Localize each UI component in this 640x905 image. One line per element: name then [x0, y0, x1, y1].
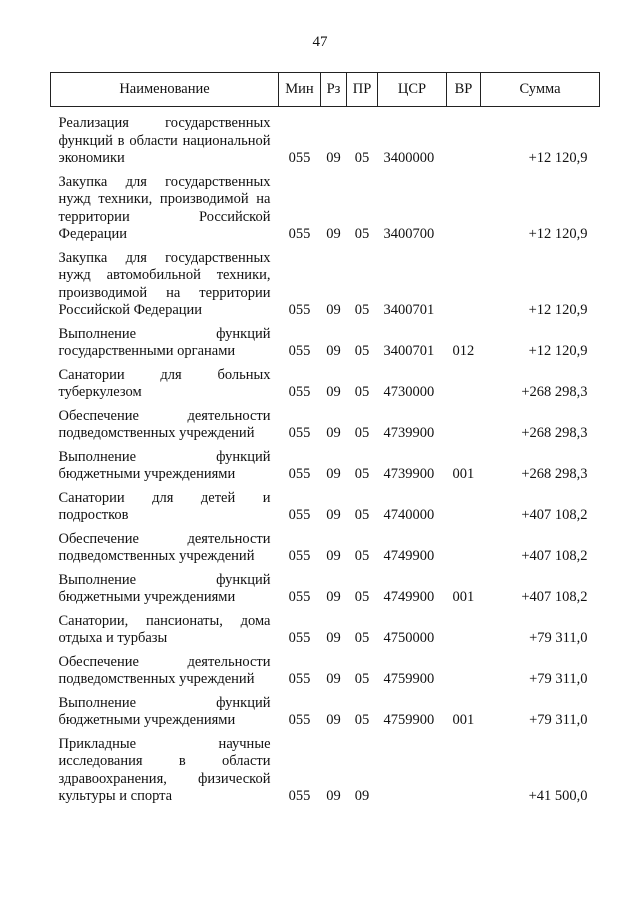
table-row — [51, 531, 600, 572]
cell-min: 055 — [288, 302, 311, 318]
row-name-text: Прикладные научные исследования в области здравоохранения, физической культуры и спорта — [58, 735, 271, 804]
row-name-text: Обеспечение деятельности подведомственных учреждений — [58, 653, 271, 687]
cell-pr: 05 — [354, 150, 370, 166]
cell-min: 055 — [288, 507, 311, 523]
cell-name — [51, 572, 279, 613]
header-min: Мин — [279, 73, 321, 107]
cell-sum: +79 311,0 — [529, 712, 588, 728]
cell-pr: 05 — [354, 630, 370, 646]
cell-min: 055 — [288, 788, 311, 804]
cell-csr: 3400701 — [383, 343, 435, 359]
table-header-row — [51, 73, 600, 107]
cell-rz: 09 — [326, 548, 341, 564]
cell-csr: 4739900 — [383, 425, 435, 441]
cell-sum: +268 298,3 — [521, 425, 588, 441]
cell-pr: 05 — [354, 425, 370, 441]
cell-csr: 4750000 — [383, 630, 435, 646]
header-name: Наименование — [51, 73, 279, 107]
cell-name — [51, 174, 279, 250]
table-row — [51, 367, 600, 408]
row-name-text: Выполнение функций бюджетными учреждениями — [58, 694, 271, 728]
cell-rz: 09 — [326, 507, 341, 523]
cell-name — [51, 654, 279, 695]
header-csr: ЦСР — [378, 73, 447, 107]
cell-min: 055 — [288, 150, 311, 166]
cell-csr: 4739900 — [383, 466, 435, 482]
cell-vr — [447, 613, 481, 654]
cell-pr: 05 — [354, 466, 370, 482]
cell-rz: 09 — [326, 788, 341, 804]
cell-min: 055 — [288, 226, 311, 242]
row-name-text: Реализация государственных функций в области национальной экономики — [58, 115, 271, 166]
table-row — [51, 326, 600, 367]
table-row — [51, 490, 600, 531]
cell-csr: 4759900 — [383, 712, 435, 728]
row-name-text: Санатории для детей и подростков — [58, 489, 271, 523]
table-row — [51, 613, 600, 654]
cell-name — [51, 695, 279, 736]
cell-vr — [447, 654, 481, 695]
row-name-text: Обеспечение деятельности подведомственных учреждений — [58, 407, 271, 441]
header-pr: ПР — [347, 73, 378, 107]
cell-name — [51, 490, 279, 531]
cell-min: 055 — [288, 589, 311, 605]
cell-sum: +407 108,2 — [521, 548, 588, 564]
cell-sum: +268 298,3 — [521, 384, 588, 400]
row-name-text: Закупка для государственных нужд техники, производимой на территории Российской Федерации — [58, 173, 271, 242]
cell-pr: 05 — [354, 589, 370, 605]
cell-min: 055 — [288, 466, 311, 482]
cell-vr — [447, 736, 481, 812]
cell-vr: 012 — [452, 343, 475, 359]
cell-rz: 09 — [326, 343, 341, 359]
cell-name — [51, 326, 279, 367]
table-row — [51, 107, 600, 174]
cell-pr: 05 — [354, 226, 370, 242]
cell-name — [51, 613, 279, 654]
cell-csr: 3400700 — [383, 226, 435, 242]
cell-sum: +407 108,2 — [521, 507, 588, 523]
cell-sum: +12 120,9 — [528, 150, 588, 166]
cell-pr: 05 — [354, 671, 370, 687]
cell-csr: 4749900 — [383, 589, 435, 605]
cell-pr: 05 — [354, 343, 370, 359]
table-row — [51, 654, 600, 695]
cell-min: 055 — [288, 630, 311, 646]
cell-name — [51, 367, 279, 408]
cell-rz: 09 — [326, 466, 341, 482]
cell-csr — [378, 736, 447, 812]
cell-pr: 05 — [354, 302, 370, 318]
cell-rz: 09 — [326, 425, 341, 441]
cell-rz: 09 — [326, 589, 341, 605]
row-name-text: Обеспечение деятельности подведомственных учреждений — [58, 530, 271, 564]
row-name-text: Санатории для больных туберкулезом — [58, 366, 271, 400]
cell-vr — [447, 367, 481, 408]
cell-pr: 05 — [354, 548, 370, 564]
row-name-text: Выполнение функций бюджетными учреждениями — [58, 448, 271, 482]
cell-csr: 4749900 — [383, 548, 435, 564]
cell-rz: 09 — [326, 150, 341, 166]
cell-rz: 09 — [326, 384, 341, 400]
cell-vr — [447, 107, 481, 174]
cell-vr — [447, 174, 481, 250]
cell-csr: 3400701 — [383, 302, 435, 318]
cell-sum: +41 500,0 — [528, 788, 588, 804]
cell-vr: 001 — [452, 589, 475, 605]
cell-name — [51, 736, 279, 812]
cell-rz: 09 — [326, 302, 341, 318]
cell-sum: +268 298,3 — [521, 466, 588, 482]
row-name-text: Санатории, пансионаты, дома отдыха и турбазы — [58, 612, 271, 646]
row-name-text: Выполнение функций бюджетными учреждениями — [58, 571, 271, 605]
cell-rz: 09 — [326, 712, 341, 728]
cell-csr: 4730000 — [383, 384, 435, 400]
cell-vr — [447, 250, 481, 326]
cell-vr — [447, 408, 481, 449]
budget-table — [50, 72, 600, 812]
row-name-text: Закупка для государственных нужд автомобильной техники, производимой на территории Российской Федерации — [58, 249, 271, 318]
cell-sum: +12 120,9 — [528, 226, 588, 242]
cell-sum: +407 108,2 — [521, 589, 588, 605]
table-row — [51, 695, 600, 736]
header-sum: Сумма — [481, 73, 600, 107]
table-row — [51, 408, 600, 449]
cell-name — [51, 449, 279, 490]
cell-sum: +12 120,9 — [528, 302, 588, 318]
cell-csr: 4759900 — [383, 671, 435, 687]
cell-min: 055 — [288, 712, 311, 728]
cell-sum: +79 311,0 — [529, 630, 588, 646]
cell-rz: 09 — [326, 630, 341, 646]
cell-vr — [447, 490, 481, 531]
table-row — [51, 250, 600, 326]
cell-pr: 05 — [354, 712, 370, 728]
cell-min: 055 — [288, 343, 311, 359]
table-row — [51, 174, 600, 250]
cell-min: 055 — [288, 425, 311, 441]
cell-min: 055 — [288, 671, 311, 687]
cell-pr: 09 — [354, 788, 370, 804]
cell-vr: 001 — [452, 712, 475, 728]
cell-min: 055 — [288, 384, 311, 400]
cell-rz: 09 — [326, 671, 341, 687]
table-row — [51, 449, 600, 490]
cell-rz: 09 — [326, 226, 341, 242]
table-row — [51, 572, 600, 613]
cell-vr: 001 — [452, 466, 475, 482]
cell-csr: 4740000 — [383, 507, 435, 523]
table-row — [51, 736, 600, 812]
cell-min: 055 — [288, 548, 311, 564]
cell-csr: 3400000 — [383, 150, 435, 166]
cell-pr: 05 — [354, 507, 370, 523]
cell-name — [51, 531, 279, 572]
cell-name — [51, 107, 279, 174]
cell-vr — [447, 531, 481, 572]
header-rz: Рз — [321, 73, 347, 107]
cell-pr: 05 — [354, 384, 370, 400]
row-name-text: Выполнение функций государственными органами — [58, 325, 271, 359]
cell-name — [51, 408, 279, 449]
page-number: 47 — [312, 34, 328, 50]
cell-name — [51, 250, 279, 326]
cell-sum: +12 120,9 — [528, 343, 588, 359]
cell-sum: +79 311,0 — [529, 671, 588, 687]
header-vr: ВР — [447, 73, 481, 107]
